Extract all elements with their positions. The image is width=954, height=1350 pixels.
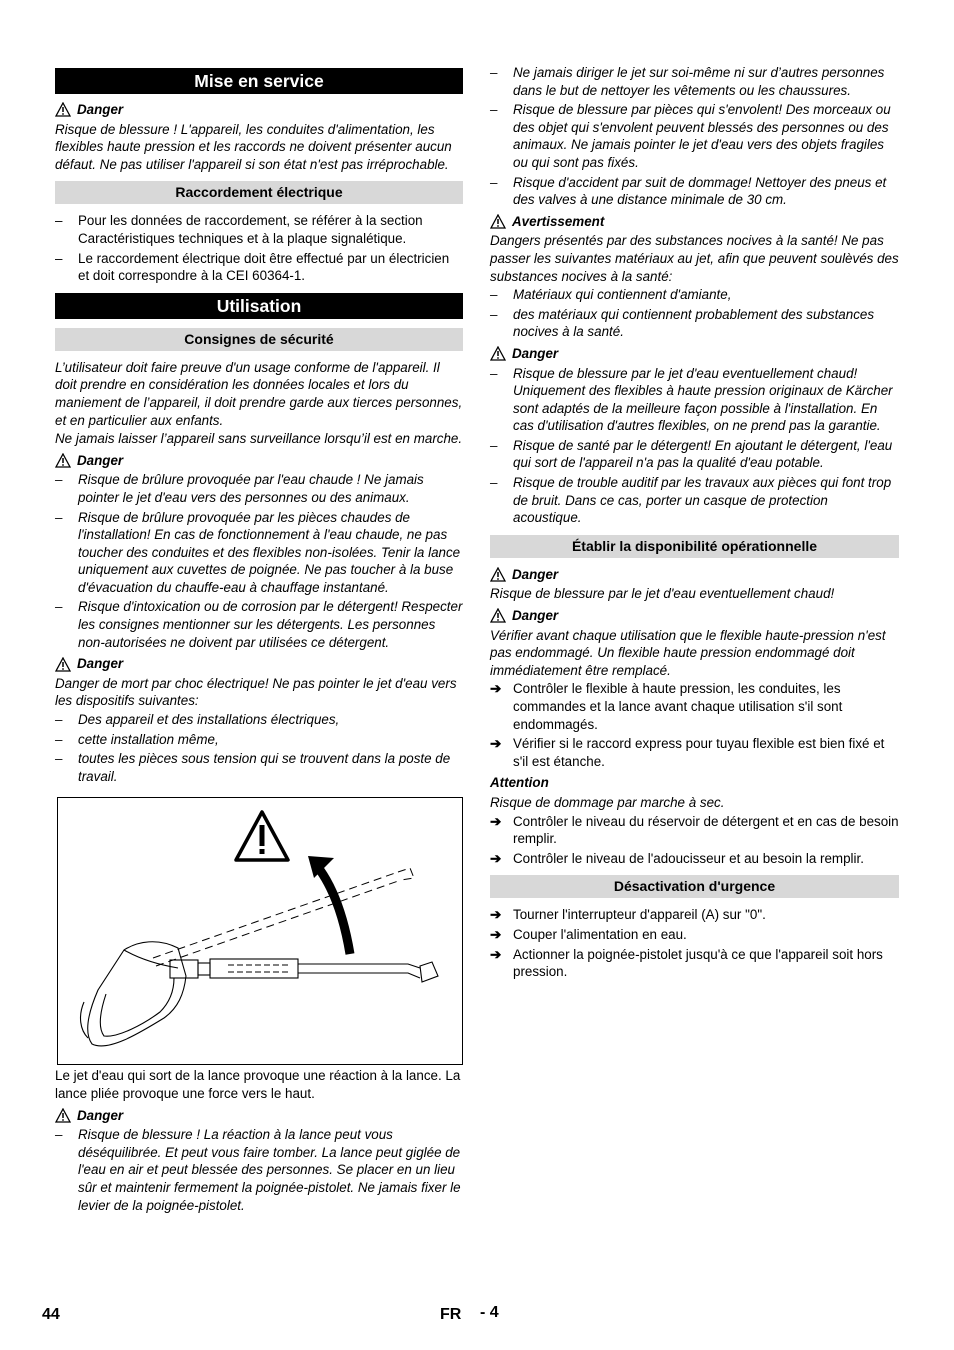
warning-list (490, 286, 899, 341)
page-number: 44 (42, 1306, 60, 1323)
list-item: ➔ Contrôler le flexible à haute pression, les conduites, les commandes et la lance avant chaque utilisation s'il sont endommagés. (490, 681, 843, 732)
right-column (490, 64, 899, 983)
section-heading-utilisation: Utilisation (55, 293, 463, 319)
danger-text: Vérifier avant chaque utilisation que le flexible haute-pression n'est pas endommagé. Un flexible haute pression endommagé doit immédiatement être remplacé. (490, 627, 886, 678)
danger-list (55, 1126, 463, 1214)
list-item: – Pour les données de raccordement, se référer à la section Caractéristiques techniques et à la plaque signalétique. (55, 213, 423, 246)
list-item: ➔ Tourner l'interrupteur d'appareil (A) sur "0". (490, 907, 766, 923)
list-item: – Ne jamais diriger le jet sur soi-même ni sur d’autres personnes dans le but de nettoyer les vêtements ou les chaussures. (490, 65, 885, 98)
section-heading-mise-en-service: Mise en service (55, 68, 463, 94)
list-item: – Risque de brûlure provoquée par les pièces chaudes de l'installation! En cas de fonctionnement à l'eau chaude, ne pas toucher des conduites et des flexibles non-isolées. Tenir la lance uniquement aux cuvettes de poignée. Ne pas toucher à la buse d'évacuation du chauffe-eau à chauffage instantané. (55, 509, 461, 595)
warning-triangle-icon (490, 608, 506, 623)
list-item: – Risque de blessure par pièces qui s'envolent! Des morceaux ou des objet qui s'envolent peuvent blessés des personnes ou des animaux. Ne jamais pointer le jet d'eau vers des objets fragiles ou qui sont pas fixés. (490, 102, 891, 170)
danger-list (55, 471, 463, 651)
warning-triangle-icon (55, 1108, 71, 1123)
arrow-right-icon: ➔ (490, 736, 502, 752)
list-item: – Matériaux qui contiennent d'amiante, (490, 287, 732, 303)
list-item: – cette installation même, (55, 731, 219, 747)
figure-caption: Le jet d'eau qui sort de la lance provoque une réaction à la lance. La lance pliée provoque une force vers le haut. (55, 1068, 461, 1101)
list-item: – Le raccordement électrique doit être effectué par un électricien et doit correspondre à la CEI 60364-1. (55, 250, 450, 284)
warning-triangle-icon (55, 453, 71, 468)
list-item: ➔ Actionner la poignée-pistolet jusqu'à ce que l'appareil soit hors pression. (490, 946, 883, 980)
warning-label: Avertissement (490, 213, 899, 231)
arrow-right-icon: ➔ (490, 907, 502, 923)
danger-list (55, 711, 463, 785)
list-item: – Risque de blessure ! La réaction à la lance peut vous déséquilibrée. Et peut vous faire tomber. La lance peut giglée de l'eau en air et peut blessée des personnes. Se placer en un lieu sûr et maintenir fermement la poignée-pistolet. Ne jamais fixer le levier de la poignée-pistolet. (55, 1127, 461, 1213)
attention-label: Attention (490, 775, 549, 791)
danger-label: Danger (55, 1107, 463, 1125)
list-item: – Risque d'intoxication ou de corrosion par le détergent! Respecter les consignes mentionner sur les détergents. Les personnes non-autorisées ne doivent par utilisées ce détergent. (55, 599, 463, 650)
danger-label: Danger (55, 101, 463, 119)
list-item: ➔ Vérifier si le raccord express pour tuyau flexible est bien fixé et s'il est étanche. (490, 736, 885, 769)
danger-label: Danger (55, 655, 463, 673)
warning-triangle-icon (55, 657, 71, 672)
warning-triangle-icon (490, 346, 506, 361)
danger-text: Danger de mort par choc électrique! Ne pas pointer le jet d'eau vers les dispositifs suivantes: (55, 675, 457, 709)
consignes-paragraph: L’utilisateur doit faire preuve d'un usage conforme de l'appareil. Il doit prendre en considération les données locales et lors du maniement de l’appareil, il doit prendre garde aux tierces personnes, et en particulier aux enfants. (55, 359, 463, 428)
list-item: – Des appareil et des installations électriques, (55, 712, 340, 728)
danger-text: Risque de blessure par le jet d'eau eventuellement chaud! (490, 586, 835, 602)
list-item: – Risque d'accident par suit de dommage! Nettoyer des pneus et des valves à une distance minimale de 30 cm. (490, 174, 887, 208)
list-item: – Risque de trouble auditif par les travaux aux pièces qui font trop de bruit. Dans ce cas, porter un casque de protection acoustique. (490, 475, 892, 526)
language-code: FR (440, 1306, 462, 1323)
step-list (490, 906, 899, 980)
danger-list (490, 365, 899, 527)
list-item: – Risque de brûlure provoquée par l'eau chaude ! Ne jamais pointer le jet d'eau vers des personnes ou des animaux. (55, 472, 424, 505)
warning-text: Dangers présentés par des substances nocives à la santé! Ne pas passer les suivantes matériaux au jet, afin que peuvent soulèvés des substances nocives à la santé: (490, 233, 899, 284)
danger-text: Risque de blessure ! L'appareil, les conduites d'alimentation, les flexibles haute pression et les raccords ne doivent présenter aucun défaut. Ne pas utiliser l'appareil si son état n'est pas irréprochable. (55, 121, 452, 172)
attention-text: Risque de dommage par marche à sec. (490, 794, 725, 810)
list-item: – toutes les pièces sous tension qui se trouvent dans la poste de travail. (55, 751, 451, 784)
step-list (490, 813, 899, 868)
list-item: – des matériaux qui contiennent probablement des substances nocives à la santé. (490, 306, 875, 340)
warning-triangle-icon (490, 214, 506, 229)
arrow-right-icon: ➔ (490, 681, 502, 697)
sub-page-number: - 4 (480, 1304, 499, 1321)
list-item: – Risque de santé par le détergent! En ajoutant le détergent, l'eau qui sort de l'appareil n'a pas la qualité d'eau potable. (490, 437, 893, 471)
list-item: ➔ Couper l'alimentation en eau. (490, 926, 687, 942)
warning-triangle-icon (55, 102, 71, 117)
arrow-right-icon: ➔ (490, 946, 502, 962)
spray-lance-illustration (57, 797, 463, 1065)
danger-list (490, 64, 899, 209)
raccord-list (55, 212, 463, 284)
subheading-raccordement: Raccordement électrique (55, 181, 463, 204)
arrow-right-icon: ➔ (490, 813, 502, 829)
spray-gun-drawing (58, 798, 462, 1064)
list-item: ➔ Contrôler le niveau du réservoir de détergent et en cas de besoin remplir. (490, 813, 899, 847)
subheading-desactivation: Désactivation d'urgence (490, 875, 899, 898)
step-list (490, 680, 899, 770)
left-column (55, 68, 463, 1216)
arrow-right-icon: ➔ (490, 926, 502, 942)
arrow-right-icon: ➔ (490, 850, 502, 866)
consignes-paragraph: Ne jamais laisser l’appareil sans surveillance lorsqu’il est en marche. (55, 431, 463, 447)
list-item: ➔ Contrôler le niveau de l'adoucisseur et au besoin la remplir. (490, 850, 864, 866)
danger-label: Danger (490, 566, 899, 584)
subheading-consignes: Consignes de sécurité (55, 328, 463, 351)
danger-label: Danger (490, 607, 899, 625)
subheading-etablir: Établir la disponibilité opérationnelle (490, 535, 899, 558)
list-item: – Risque de blessure par le jet d'eau eventuellement chaud! Uniquement des flexibles à haute pression originaux de Kärcher sont adaptés de la meilleure façon possible à l'installation. En cas d'utilisation d'autres flexibles, on ne prend pas la garantie. (490, 365, 893, 434)
danger-label: Danger (490, 345, 899, 363)
warning-triangle-icon (490, 567, 506, 582)
danger-label: Danger (55, 452, 463, 470)
